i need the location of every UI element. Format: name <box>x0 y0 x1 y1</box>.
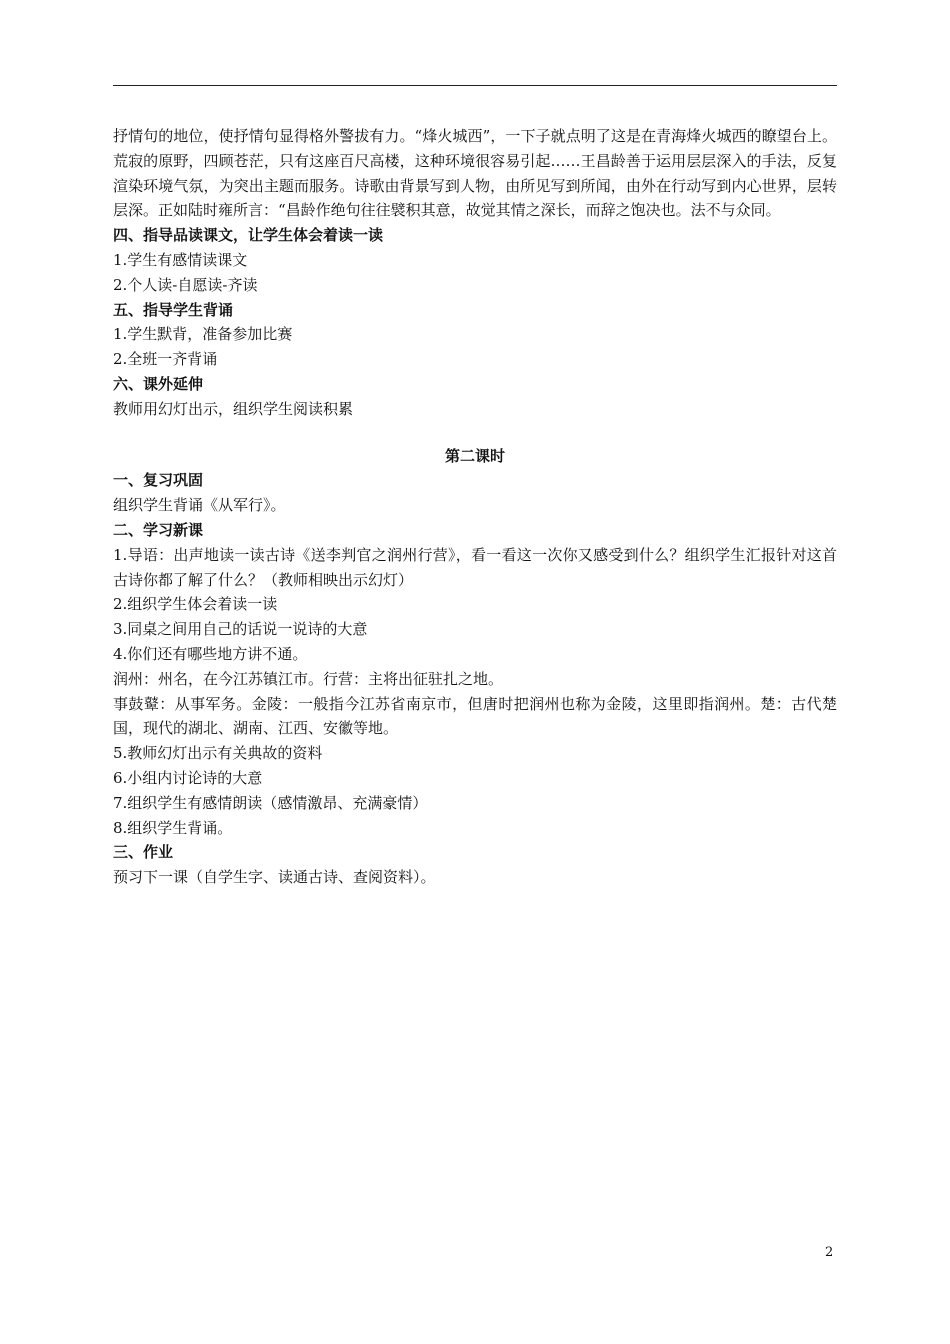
list-item: 2.个人读-自愿读-齐读 <box>113 275 258 294</box>
section-heading: 四、指导品读课文，让学生体会着读一读 <box>113 226 384 245</box>
section-heading: 二、学习新课 <box>113 520 204 539</box>
body-line: 教师用幻灯出示，组织学生阅读积累 <box>113 399 354 418</box>
list-item: 7.组织学生有感情朗读（感情激昂、充满豪情） <box>113 793 428 812</box>
page-number: 2 <box>825 1245 834 1260</box>
list-item: 4.你们还有哪些地方讲不通。 <box>113 644 308 663</box>
body-paragraph: 抒情句的地位，使抒情句显得格外警拔有力。“烽火城西”，一下子就点明了这是在青海烽火城西的瞭望台上。荒寂的原野，四顾苍茫，只有这座百尺高楼，这种环境很容易引起……王昌龄善于运用层层深入的手法，反复渲染环境气氛，为突出主题而服务。诗歌由背景写到人物，由所见写到所闻，由外在行动写到内心世界，层转层深。正如陆时雍所言：“昌龄作绝句往往襞积其意，故觉其情之深长，而辞之饱决也。法不与众同。 <box>113 127 837 220</box>
lesson-title: 第二课时 <box>444 446 505 465</box>
list-item: 1.学生有感情读课文 <box>113 250 248 269</box>
list-item: 2.组织学生体会着读一读 <box>113 595 278 614</box>
annotation-line: 事鼓鼙：从事军务。金陵：一般指今江苏省南京市，但唐时把润州也称为金陵，这里即指润州。楚：古代楚国，现代的湖北、湖南、江西、安徽等地。 <box>113 694 837 738</box>
section-heading: 一、复习巩固 <box>113 471 204 490</box>
list-item: 1.导语：出声地读一读古诗《送李判官之润州行营》，看一看这一次你又感受到什么？组织学生汇报针对这首古诗你都了解了什么？（教师相映出示幻灯） <box>113 545 837 589</box>
body-line: 组织学生背诵《从军行》。 <box>113 496 286 515</box>
list-item: 6.小组内讨论诗的大意 <box>113 768 263 787</box>
annotation-line: 润州：州名，在今江苏镇江市。行营：主将出征驻扎之地。 <box>113 669 504 688</box>
header-rule <box>113 85 837 86</box>
body-line: 预习下一课（自学生字、读通古诗、查阅资料）。 <box>113 868 436 887</box>
list-item: 2.全班一齐背诵 <box>113 350 218 369</box>
section-heading: 六、课外延伸 <box>113 374 204 393</box>
list-item: 8.组织学生背诵。 <box>113 818 233 837</box>
list-item: 3.同桌之间用自己的话说一说诗的大意 <box>113 620 368 639</box>
document-body <box>113 124 837 890</box>
section-heading: 五、指导学生背诵 <box>113 300 234 319</box>
list-item: 5.教师幻灯出示有关典故的资料 <box>113 744 323 763</box>
section-heading: 三、作业 <box>113 843 174 862</box>
list-item: 1.学生默背，准备参加比赛 <box>113 325 293 344</box>
